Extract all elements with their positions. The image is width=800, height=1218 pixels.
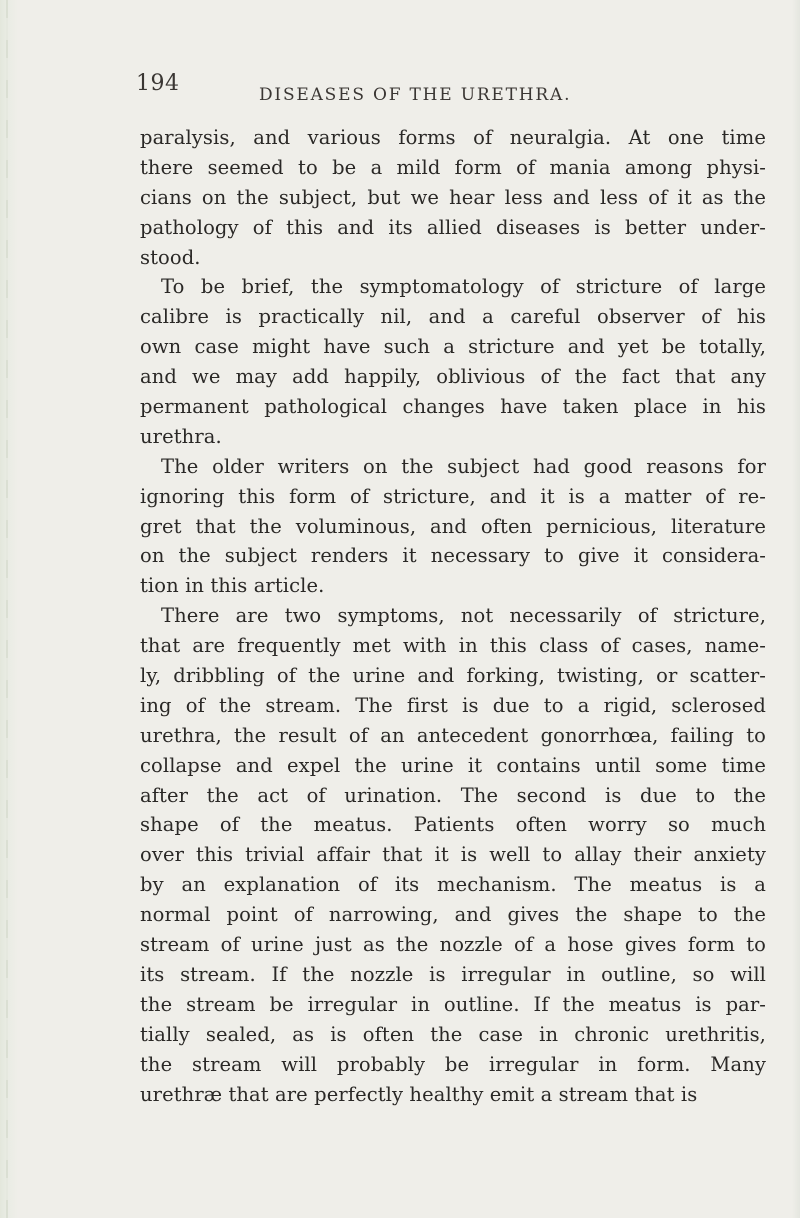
text-line: permanent pathological changes have taken place in his: [140, 395, 766, 419]
text-line: cians on the subject, but we hear less and less of it as the: [140, 185, 766, 209]
text-line: there seemed to be a mild form of mania among physi-: [140, 155, 766, 179]
text-line: urethra.: [140, 424, 222, 448]
text-line: stood.: [140, 245, 201, 269]
text-line: over this trivial affair that it is well to allay their anxiety: [140, 843, 766, 867]
text-line: that are frequently met with in this class of cases, name-: [140, 634, 766, 658]
text-line: pathology of this and its allied diseases is better under-: [140, 215, 766, 239]
text-line: ly, dribbling of the urine and forking, twisting, or scatter-: [140, 664, 766, 688]
page-gutter: [0, 0, 18, 1218]
text-line: the stream be irregular in outline. If the meatus is par-: [140, 992, 766, 1016]
text-line: collapse and expel the urine it contains until some time: [140, 753, 766, 777]
text-line: its stream. If the nozzle is irregular in outline, so will: [140, 962, 766, 986]
text-line: gret that the voluminous, and often pernicious, literature: [140, 514, 766, 538]
text-line: There are two symptoms, not necessarily of stricture,: [161, 604, 766, 628]
text-line: ing of the stream. The first is due to a rigid, sclerosed: [140, 693, 766, 717]
text-line: stream of urine just as the nozzle of a hose gives form to: [140, 933, 766, 957]
text-line: urethræ that are perfectly healthy emit a stream that is: [140, 1082, 698, 1106]
body-text: [140, 123, 800, 1109]
text-line: the stream will probably be irregular in form. Many: [140, 1052, 766, 1076]
text-line: and we may add happily, oblivious of the fact that any: [140, 365, 766, 389]
page-number: 194: [136, 71, 180, 96]
text-line: own case might have such a stricture and yet be totally,: [140, 335, 766, 359]
text-line: on the subject renders it necessary to give it considera-: [140, 544, 766, 568]
text-line: tially sealed, as is often the case in chronic urethritis,: [140, 1022, 766, 1046]
text-line: shape of the meatus. Patients often worry so much: [140, 813, 766, 837]
running-head: DISEASES OF THE URETHRA.: [259, 85, 572, 105]
text-line: by an explanation of its mechanism. The meatus is a: [140, 873, 766, 897]
text-line: ignoring this form of stricture, and it is a matter of re-: [140, 484, 766, 508]
text-line: To be brief, the symptomatology of stricture of large: [161, 275, 766, 299]
text-line: normal point of narrowing, and gives the shape to the: [140, 903, 766, 927]
text-line: after the act of urination. The second is due to the: [140, 783, 766, 807]
text-line: paralysis, and various forms of neuralgia. At one time: [140, 126, 766, 149]
text-line: tion in this article.: [140, 574, 325, 598]
text-line: The older writers on the subject had good reasons for: [161, 454, 766, 478]
text-line: calibre is practically nil, and a careful observer of his: [140, 305, 766, 329]
text-line: urethra, the result of an antecedent gonorrhœa, failing to: [140, 723, 766, 747]
